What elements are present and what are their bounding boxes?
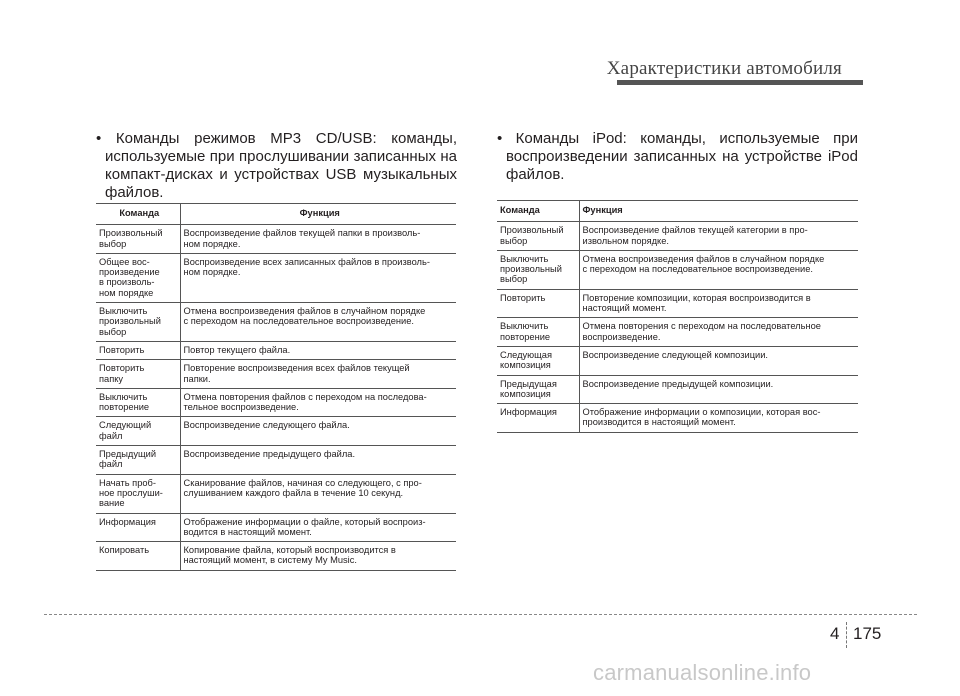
function-cell — [579, 318, 858, 347]
cell-text: извольном порядке. — [582, 235, 669, 246]
table-row — [96, 513, 456, 542]
intro-line: используемые при прослушивании записанных на — [105, 148, 457, 165]
table-row — [96, 360, 456, 389]
watermark: carmanualsonline.info — [593, 660, 812, 685]
cell-text: производится в настоящий момент. — [582, 417, 736, 428]
command-cell — [96, 225, 180, 254]
cell-text: Воспроизведение следующей композиции. — [582, 349, 768, 360]
header-rule — [617, 80, 863, 85]
cell-text: Следующий — [99, 420, 152, 431]
cell-text: Следующая — [500, 349, 553, 360]
column-header: Команда — [96, 204, 180, 225]
function-cell — [579, 375, 858, 404]
intro-line: • Команды режимов MP3 CD/USB: команды, — [96, 130, 457, 147]
cell-text: выбор — [500, 235, 528, 246]
cell-text: слушиванием каждого файла в течение 10 секунд. — [183, 487, 404, 498]
command-cell — [497, 318, 579, 347]
cell-text: Выключить — [99, 306, 148, 317]
cell-text: Воспроизведение всех записанных файлов в произволь- — [183, 256, 430, 267]
page-number: 175 — [853, 624, 882, 643]
intro-line: файлов. — [506, 166, 565, 183]
command-cell — [497, 222, 579, 251]
cell-text: файл — [99, 459, 123, 470]
cell-text: настоящий момент. — [582, 303, 667, 314]
cell-text: Общее вос- — [99, 256, 150, 267]
function-cell — [579, 289, 858, 318]
cell-text: настоящий момент, в систему My Music. — [183, 555, 357, 566]
cell-text: в произволь- — [99, 277, 155, 288]
table-row — [96, 388, 456, 417]
function-cell — [579, 222, 858, 251]
cell-text: выбор — [99, 238, 127, 249]
cell-text: ном порядке — [99, 287, 154, 298]
function-cell — [180, 225, 456, 254]
cell-text: Начать проб- — [99, 477, 156, 488]
table-row — [96, 341, 456, 359]
cell-text: ном порядке. — [183, 238, 241, 249]
cell-text: Воспроизведение предыдущей композиции. — [582, 378, 774, 389]
cell-text: Отображение информации о файле, который воспроиз- — [183, 516, 426, 527]
column-header: Функция — [180, 204, 456, 225]
cell-text: Копирование файла, который воспроизводится в — [183, 545, 396, 556]
table-row — [96, 446, 456, 475]
command-cell — [96, 303, 180, 342]
command-cell — [497, 404, 579, 433]
cell-text: с переходом на последовательное воспроизведение. — [582, 264, 813, 275]
intro-line: воспроизведении записанных на устройстве iPod — [506, 148, 858, 165]
table-row — [497, 404, 858, 433]
table-row — [497, 250, 858, 289]
command-cell — [497, 375, 579, 404]
command-cell — [96, 360, 180, 389]
cell-text: Отмена воспроизведения файлов в случайном порядке — [183, 306, 426, 317]
table-row — [96, 253, 456, 302]
cell-text: вание — [99, 498, 125, 509]
table-row — [497, 318, 858, 347]
cell-text: произвольный — [99, 316, 161, 327]
function-cell — [579, 250, 858, 289]
intro-line: • Команды iPod: команды, используемые при — [497, 130, 858, 147]
cell-text: композиция — [500, 388, 551, 399]
cell-text: воспроизведение. — [582, 331, 661, 342]
cell-text: папки. — [183, 373, 211, 384]
ipod-commands-table — [497, 200, 858, 433]
cell-text: Информация — [500, 407, 557, 418]
table-row — [96, 417, 456, 446]
function-cell — [180, 388, 456, 417]
chapter-number: 4 — [830, 624, 840, 643]
page-number-separator — [846, 622, 847, 648]
cell-text: Предыдущая — [500, 378, 557, 389]
cell-text: папку — [99, 373, 124, 384]
function-cell — [180, 513, 456, 542]
cell-text: Воспроизведение предыдущего файла. — [183, 449, 356, 460]
cell-text: водится в настоящий момент. — [183, 526, 312, 537]
function-cell — [180, 474, 456, 513]
cell-text: Выключить — [500, 321, 549, 332]
command-cell — [96, 446, 180, 475]
ipod-intro — [497, 130, 858, 184]
cell-text: Повтор текущего файла. — [183, 344, 291, 355]
cell-text: тельное воспроизведение. — [183, 402, 299, 413]
column-header: Функция — [579, 201, 858, 222]
cell-text: файл — [99, 430, 123, 441]
table-row — [96, 303, 456, 342]
function-cell — [180, 417, 456, 446]
command-cell — [96, 253, 180, 302]
intro-line: компакт-дисках и устройствах USB музыкальных — [105, 166, 457, 183]
cell-text: повторение — [99, 402, 150, 413]
table-row — [497, 289, 858, 318]
cell-text: Произвольный — [500, 225, 564, 236]
cell-text: Повторить — [99, 363, 145, 374]
command-cell — [96, 417, 180, 446]
cell-text: композиция — [500, 360, 551, 371]
table-row — [497, 346, 858, 375]
cell-text: Отмена повторения с переходом на последовательное — [582, 321, 821, 332]
cell-text: Отмена повторения файлов с переходом на последова- — [183, 391, 427, 402]
function-cell — [180, 446, 456, 475]
cell-text: произвольный — [500, 264, 562, 275]
intro-line: файлов. — [105, 184, 164, 201]
function-cell — [180, 303, 456, 342]
function-cell — [579, 346, 858, 375]
cell-text: ном порядке. — [183, 267, 241, 278]
table-row — [96, 474, 456, 513]
table-row — [96, 542, 456, 571]
cell-text: повторение — [500, 331, 551, 342]
cell-text: ное прослуши- — [99, 487, 163, 498]
cell-text: Сканирование файлов, начиная со следующего, с про- — [183, 477, 422, 488]
cell-text: с переходом на последовательное воспроизведение. — [183, 316, 414, 327]
cell-text: Предыдущий — [99, 449, 157, 460]
mp3-commands-table — [96, 203, 456, 571]
mp3-usb-intro — [96, 130, 457, 202]
command-cell — [96, 388, 180, 417]
cell-text: Повторение композиции, которая воспроизводится в — [582, 292, 811, 303]
cell-text: выбор — [99, 326, 127, 337]
footer-divider — [44, 614, 917, 615]
function-cell — [180, 542, 456, 571]
table-row — [96, 225, 456, 254]
column-header: Команда — [497, 201, 579, 222]
command-cell — [96, 513, 180, 542]
cell-text: произведение — [99, 267, 160, 278]
cell-text: Повторение воспроизведения всех файлов текущей — [183, 363, 410, 374]
function-cell — [180, 341, 456, 359]
cell-text: Информация — [99, 516, 156, 527]
cell-text: Воспроизведение файлов текущей папки в произволь- — [183, 228, 421, 239]
cell-text: Повторить — [500, 292, 546, 303]
table-row — [497, 375, 858, 404]
cell-text: Произвольный — [99, 228, 163, 239]
cell-text: выбор — [500, 274, 528, 285]
cell-text: Выключить — [500, 253, 549, 264]
command-cell — [96, 474, 180, 513]
command-cell — [96, 542, 180, 571]
cell-text: Отображение информации о композиции, которая вос- — [582, 407, 821, 418]
function-cell — [180, 253, 456, 302]
cell-text: Воспроизведение файлов текущей категории в про- — [582, 225, 808, 236]
section-title: Характеристики автомобиля — [606, 58, 842, 79]
cell-text: Копировать — [99, 545, 150, 556]
cell-text: Повторить — [99, 344, 145, 355]
command-cell — [497, 346, 579, 375]
command-cell — [497, 250, 579, 289]
cell-text: Воспроизведение следующего файла. — [183, 420, 350, 431]
function-cell — [579, 404, 858, 433]
cell-text: Выключить — [99, 391, 148, 402]
cell-text: Отмена воспроизведения файлов в случайном порядке — [582, 253, 825, 264]
command-cell — [96, 341, 180, 359]
function-cell — [180, 360, 456, 389]
command-cell — [497, 289, 579, 318]
table-row — [497, 222, 858, 251]
